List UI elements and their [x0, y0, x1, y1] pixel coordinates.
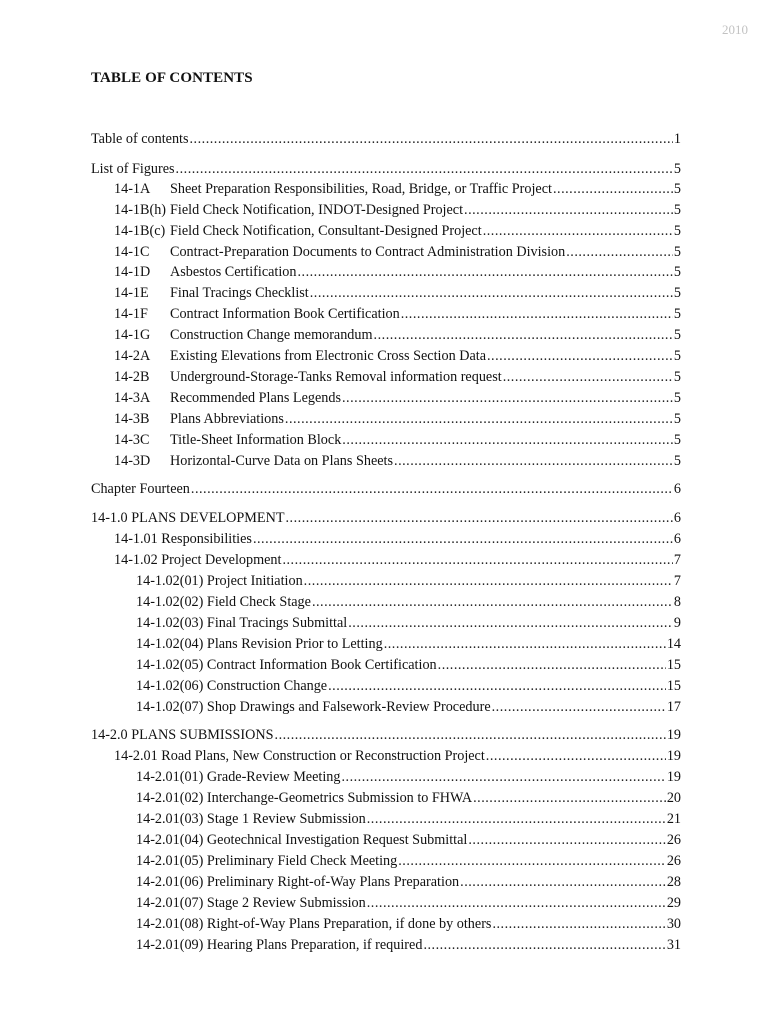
subsubsection-entry[interactable]: [136, 592, 681, 612]
figure-entry[interactable]: [114, 346, 681, 366]
subsubsection-entry[interactable]: [136, 851, 681, 871]
page-number: 5: [673, 202, 681, 218]
page-number: 15: [666, 678, 681, 694]
page-number: 1: [673, 131, 681, 147]
entry-title: Plans Abbreviations: [170, 411, 284, 427]
entry-label: [136, 697, 491, 717]
page-number: 5: [673, 161, 681, 177]
entry-title: 14-1.01 Responsibilities: [114, 531, 252, 547]
page-number: 8: [673, 594, 681, 610]
dot-leader: [282, 550, 672, 570]
entry-title: 14-1.02(01) Project Initiation: [136, 573, 303, 589]
dot-leader: [492, 697, 666, 717]
entry-title: Asbestos Certification: [170, 264, 297, 280]
subsection-entry[interactable]: [114, 529, 681, 549]
page-number: 17: [666, 699, 681, 715]
entry-title: 14-1.02(06) Construction Change: [136, 678, 328, 694]
figure-number: 14-3D: [114, 453, 151, 469]
entry-label: [114, 746, 485, 766]
entry-label: [114, 179, 552, 199]
dot-leader: [486, 746, 666, 766]
dot-leader: [190, 129, 673, 149]
page-number: 15: [666, 657, 681, 673]
figure-entry[interactable]: [114, 409, 681, 429]
entry-title: 14-2.01(09) Hearing Plans Preparation, if required: [136, 937, 423, 953]
entry-label: [114, 430, 341, 450]
page-number: 21: [666, 811, 681, 827]
entry-title: Chapter Fourteen: [91, 481, 190, 497]
entry-title: Table of contents: [91, 131, 189, 147]
toc-entry[interactable]: [91, 129, 681, 149]
entry-label: [136, 613, 347, 633]
entry-label: [114, 304, 400, 324]
entry-title: Final Tracings Checklist: [170, 285, 309, 301]
page-number: 7: [673, 573, 681, 589]
entry-title: 14-2.01(06) Preliminary Right-of-Way Plans Preparation: [136, 874, 460, 890]
entry-title: List of Figures: [91, 161, 175, 177]
entry-label: [136, 914, 491, 934]
page-number: 5: [673, 285, 681, 301]
subsubsection-entry[interactable]: [136, 634, 681, 654]
entry-title: 14-1.02(07) Shop Drawings and Falsework-Review Procedure: [136, 699, 491, 715]
dot-leader: [191, 479, 673, 499]
dot-leader: [394, 451, 673, 471]
entry-title: 14-2.01(05) Preliminary Field Check Meeting: [136, 853, 398, 869]
entry-label: [114, 221, 482, 241]
dot-leader: [566, 242, 673, 262]
entry-title: 14-2.01(04) Geotechnical Investigation Request Submittal: [136, 832, 468, 848]
entry-label: [136, 830, 467, 850]
subsubsection-entry[interactable]: [136, 809, 681, 829]
entry-label: [114, 388, 341, 408]
page-number: 5: [673, 223, 681, 239]
entry-label: [91, 479, 190, 499]
entry-label: [114, 242, 565, 262]
dot-leader: [328, 676, 666, 696]
page-number: 20: [666, 790, 681, 806]
figure-number: 14-2A: [114, 348, 151, 364]
dot-leader: [342, 388, 673, 408]
figure-number: 14-1F: [114, 306, 148, 322]
entry-title: Title-Sheet Information Block: [170, 432, 342, 448]
figure-entry[interactable]: [114, 242, 681, 262]
page-number: 30: [666, 916, 681, 932]
figure-number: 14-1G: [114, 327, 151, 343]
entry-label: [114, 367, 502, 387]
figure-number: 14-1D: [114, 264, 151, 280]
entry-title: Contract-Preparation Documents to Contract Administration Division: [170, 244, 566, 260]
dot-leader: [367, 893, 666, 913]
dot-leader: [342, 430, 673, 450]
page-number: 28: [666, 874, 681, 890]
dot-leader: [253, 529, 673, 549]
dot-leader: [286, 508, 673, 528]
figure-number: 14-1B(c): [114, 223, 166, 239]
entry-title: Construction Change memorandum: [170, 327, 373, 343]
figure-number: 14-3A: [114, 390, 151, 406]
page-number: 31: [666, 937, 681, 953]
figure-entry[interactable]: [114, 221, 681, 241]
figure-entry[interactable]: [114, 325, 681, 345]
entry-title: 14-2.01 Road Plans, New Construction or Reconstruction Project: [114, 748, 485, 764]
entry-title: Horizontal-Curve Data on Plans Sheets: [170, 453, 394, 469]
figure-number: 14-3B: [114, 411, 150, 427]
dot-leader: [473, 788, 666, 808]
page-number: 29: [666, 895, 681, 911]
page-number: 26: [666, 853, 681, 869]
entry-label: [136, 872, 459, 892]
entry-label: [114, 325, 373, 345]
page-number: 6: [673, 510, 681, 526]
dot-leader: [297, 262, 672, 282]
entry-title: 14-1.02(03) Final Tracings Submittal: [136, 615, 348, 631]
header-year: 2010: [722, 22, 748, 37]
entry-label: [114, 409, 284, 429]
entry-label: [114, 283, 309, 303]
figure-entry[interactable]: [114, 388, 681, 408]
entry-title: Sheet Preparation Responsibilities, Road, Bridge, or Traffic Project: [170, 181, 552, 197]
figure-entry[interactable]: [114, 179, 681, 199]
page-number: 5: [673, 306, 681, 322]
entry-label: [114, 200, 463, 220]
dot-leader: [468, 830, 665, 850]
entry-label: [91, 725, 274, 745]
entry-label: [136, 676, 327, 696]
figure-entry[interactable]: [114, 200, 681, 220]
subsection-entry[interactable]: [114, 550, 681, 570]
entry-label: [136, 935, 422, 955]
entry-title: Field Check Notification, Consultant-Designed Project: [170, 223, 482, 239]
subsubsection-entry[interactable]: [136, 893, 681, 913]
subsubsection-entry[interactable]: [136, 767, 681, 787]
page-number: 5: [673, 432, 681, 448]
entry-title: 14-1.02 Project Development: [114, 552, 282, 568]
subsubsection-entry[interactable]: [136, 655, 681, 675]
page-number: 6: [673, 481, 681, 497]
page-number: 5: [673, 264, 681, 280]
entry-label: [136, 592, 311, 612]
page-number: 19: [666, 769, 681, 785]
entry-title: Contract Information Book Certification: [170, 306, 400, 322]
dot-leader: [483, 221, 673, 241]
figure-number: 14-1E: [114, 285, 149, 301]
page-number: 5: [673, 390, 681, 406]
dot-leader: [398, 851, 666, 871]
page-title: TABLE OF CONTENTS: [91, 70, 253, 86]
entry-title: 14-2.01(01) Grade-Review Meeting: [136, 769, 341, 785]
page-number: 5: [673, 181, 681, 197]
entry-title: Field Check Notification, INDOT-Designed Project: [170, 202, 464, 218]
page-number: 26: [666, 832, 681, 848]
figure-entry[interactable]: [114, 367, 681, 387]
page-number: 5: [673, 369, 681, 385]
dot-leader: [464, 200, 673, 220]
dot-leader: [367, 809, 666, 829]
entry-title: 14-2.01(03) Stage 1 Review Submission: [136, 811, 366, 827]
figure-number: 14-1B(h): [114, 202, 167, 218]
subsubsection-entry[interactable]: [136, 914, 681, 934]
page-number: 5: [673, 348, 681, 364]
entry-label: [136, 788, 472, 808]
subsubsection-entry[interactable]: [136, 613, 681, 633]
dot-leader: [304, 571, 673, 591]
entry-title: 14-2.01(07) Stage 2 Review Submission: [136, 895, 366, 911]
page-number: 14: [666, 636, 681, 652]
chapter-entry[interactable]: [91, 479, 681, 499]
dot-leader: [401, 304, 673, 324]
dot-leader: [348, 613, 673, 633]
figure-number: 14-3C: [114, 432, 150, 448]
toc-entry[interactable]: [91, 159, 681, 179]
entry-label: [91, 129, 189, 149]
figure-number: 14-1A: [114, 181, 151, 197]
entry-title: 14-2.01(08) Right-of-Way Plans Preparation, if done by others: [136, 916, 492, 932]
entry-label: [136, 893, 366, 913]
entry-label: [136, 767, 340, 787]
dot-leader: [312, 592, 673, 612]
subsubsection-entry[interactable]: [136, 830, 681, 850]
entry-title: Existing Elevations from Electronic Cross Section Data: [170, 348, 486, 364]
entry-label: [136, 634, 383, 654]
dot-leader: [487, 346, 673, 366]
figure-entry[interactable]: [114, 451, 681, 471]
subsubsection-entry[interactable]: [136, 676, 681, 696]
dot-leader: [438, 655, 666, 675]
dot-leader: [374, 325, 673, 345]
entry-title: 14-1.02(05) Contract Information Book Certification: [136, 657, 437, 673]
dot-leader: [492, 914, 665, 934]
section-entry[interactable]: [91, 725, 681, 745]
page-number: 6: [673, 531, 681, 547]
entry-title: 14-2.0 PLANS SUBMISSIONS: [91, 727, 274, 743]
entry-title: 14-1.02(02) Field Check Stage: [136, 594, 311, 610]
entry-label: [91, 508, 285, 528]
entry-label: [114, 550, 281, 570]
entry-title: Underground-Storage-Tanks Removal information request: [170, 369, 502, 385]
page-number: 5: [673, 411, 681, 427]
figure-number: 14-1C: [114, 244, 150, 260]
page-number: 19: [666, 727, 681, 743]
entry-label: [136, 851, 397, 871]
entry-label: [114, 262, 296, 282]
figure-number: 14-2B: [114, 369, 150, 385]
page-number: 5: [673, 327, 681, 343]
dot-leader: [275, 725, 666, 745]
dot-leader: [553, 179, 673, 199]
subsubsection-entry[interactable]: [136, 872, 681, 892]
dot-leader: [423, 935, 665, 955]
entry-title: 14-2.01(02) Interchange-Geometrics Submission to FHWA: [136, 790, 473, 806]
section-entry[interactable]: [91, 508, 681, 528]
entry-label: [114, 346, 486, 366]
subsubsection-entry[interactable]: [136, 697, 681, 717]
dot-leader: [503, 367, 673, 387]
figure-entry[interactable]: [114, 304, 681, 324]
dot-leader: [384, 634, 666, 654]
entry-label: [136, 571, 303, 591]
figure-entry[interactable]: [114, 283, 681, 303]
entry-label: [114, 451, 393, 471]
subsubsection-entry[interactable]: [136, 935, 681, 955]
page-number: 7: [673, 552, 681, 568]
dot-leader: [285, 409, 673, 429]
entry-title: 14-1.0 PLANS DEVELOPMENT: [91, 510, 285, 526]
page-number: 9: [673, 615, 681, 631]
dot-leader: [310, 283, 673, 303]
entry-title: 14-1.02(04) Plans Revision Prior to Letting: [136, 636, 383, 652]
page-number: 5: [673, 453, 681, 469]
page-number: 5: [673, 244, 681, 260]
dot-leader: [460, 872, 666, 892]
subsubsection-entry[interactable]: [136, 788, 681, 808]
entry-label: [114, 529, 252, 549]
entry-label: [136, 809, 366, 829]
entry-label: [136, 655, 437, 675]
dot-leader: [176, 159, 673, 179]
subsubsection-entry[interactable]: [136, 571, 681, 591]
figure-entry[interactable]: [114, 262, 681, 282]
dot-leader: [341, 767, 665, 787]
page-number: 19: [666, 748, 681, 764]
figure-entry[interactable]: [114, 430, 681, 450]
entry-label: [91, 159, 175, 179]
subsection-entry[interactable]: [114, 746, 681, 766]
entry-title: Recommended Plans Legends: [170, 390, 341, 406]
